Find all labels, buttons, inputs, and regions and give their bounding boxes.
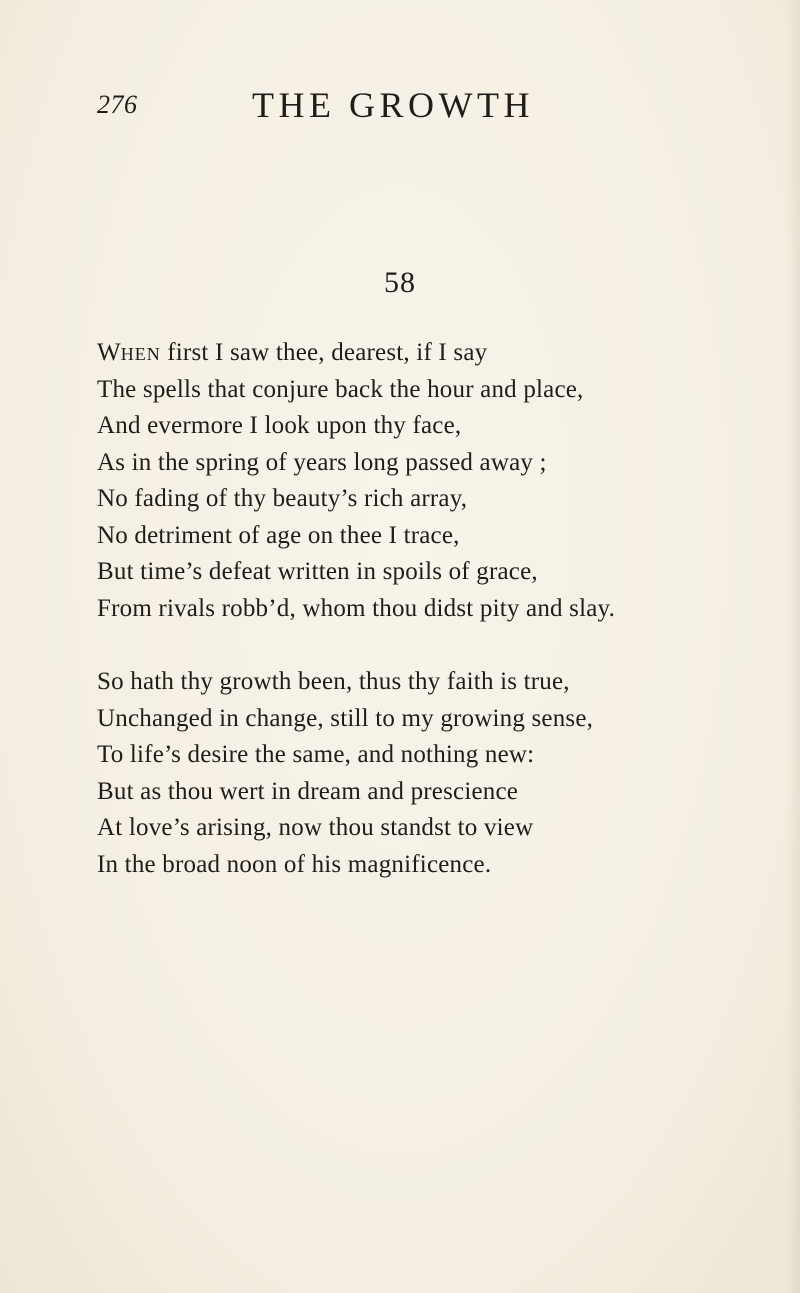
poem-line: As in the spring of years long passed away ; (97, 448, 547, 476)
small-caps-rest: HEN (120, 344, 161, 364)
running-head (0, 84, 800, 124)
poem-line: But as thou wert in dream and prescience (97, 777, 519, 805)
poem-line: At love’s arising, now thou standst to view (97, 814, 534, 841)
poem-line: No fading of thy beauty’s rich array, (97, 485, 468, 512)
poem-line: And evermore I look upon thy face, (97, 412, 462, 439)
poem-line-first (97, 335, 777, 372)
poem-line: So hath thy growth been, thus thy faith is true, (97, 668, 570, 695)
poem-line: No detriment of age on thee I trace, (97, 521, 460, 549)
running-title: THE GROWTH (252, 85, 534, 125)
stanza-1 (97, 335, 777, 627)
poem-line: From rivals robb’d, whom thou didst pity and slay. (97, 594, 616, 622)
poem-line: But time’s defeat written in spoils of grace, (97, 558, 538, 585)
poem-line: In the broad noon of his magnificence. (97, 850, 492, 878)
sonnet-number: 58 (384, 266, 416, 299)
page-number: 276 (97, 90, 138, 119)
stanza-2 (97, 664, 777, 883)
poem-line: Unchanged in change, still to my growing sense, (97, 704, 594, 732)
poem-line: The spells that conjure back the hour and place, (97, 375, 584, 403)
poem-line: To life’s desire the same, and nothing new: (97, 741, 535, 768)
small-caps-initial: W (97, 339, 121, 366)
page-edge-shadow (786, 0, 800, 1293)
first-line-remainder: first I saw thee, dearest, if I say (160, 339, 488, 366)
